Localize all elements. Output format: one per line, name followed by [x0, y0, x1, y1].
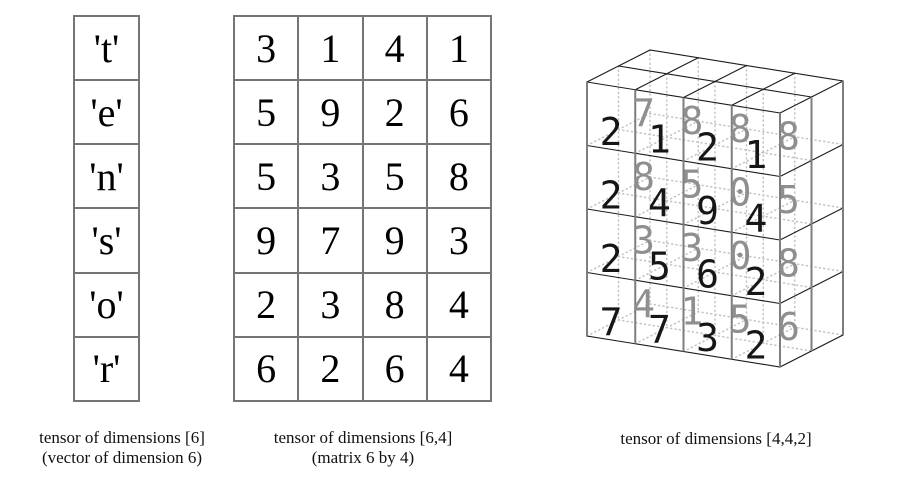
tensor-front-digit: 2: [599, 109, 623, 154]
tensor-front-digit: 7: [599, 300, 623, 345]
vector-cell: 's': [74, 208, 139, 272]
tensor-back-digit: 8: [728, 106, 752, 151]
tensor-back-digit: 5: [776, 178, 800, 223]
tensor-back-digit: 4: [632, 281, 656, 326]
tensor3d-caption: [566, 429, 866, 449]
tensor-back-digit: 7: [632, 91, 656, 136]
tensor-back-digit: 5: [728, 297, 752, 342]
tensor-front-digit: 5: [647, 244, 671, 289]
vector-cell: 'n': [74, 144, 139, 208]
tensor-back-digit: 8: [776, 241, 800, 286]
vector-cell: 'r': [74, 337, 139, 401]
tensor-back-digit: 6: [776, 305, 800, 350]
matrix-cell: 6: [234, 337, 298, 401]
tensor-front-digit: 2: [599, 173, 623, 218]
tensor-back-digit: 3: [632, 218, 656, 263]
matrix-cell: 7: [298, 208, 362, 272]
tensor-front-digit: 9: [696, 188, 720, 233]
vector-caption-line2: (vector of dimension 6): [41, 447, 203, 467]
tensor-back-digit: 8: [632, 154, 656, 199]
tensor-back-digit: 0: [728, 233, 752, 278]
tensor-front-digit: 2: [696, 125, 720, 170]
matrix-caption-line2: (matrix 6 by 4): [311, 447, 415, 467]
tensor-front-digit: 6: [696, 252, 720, 297]
matrix-cell: 5: [234, 144, 298, 208]
matrix-cell: 4: [363, 16, 427, 80]
vector-cell: 't': [74, 16, 139, 80]
matrix-cell: 3: [298, 144, 362, 208]
matrix-cell: 8: [427, 144, 491, 208]
tensor-front-digit: 7: [647, 308, 671, 353]
tensor-back-digit: 8: [680, 99, 704, 144]
tensor-front-digit: 2: [599, 236, 623, 281]
tensor3d-caption-line1: tensor of dimensions [4,4,2]: [620, 429, 812, 448]
matrix-cell: 2: [298, 337, 362, 401]
matrix-cell: 9: [363, 208, 427, 272]
vector-caption-line1: tensor of dimensions [6]: [39, 428, 205, 447]
vector-cell: 'e': [74, 80, 139, 144]
tensor-back-digit: 8: [776, 114, 800, 159]
tensor-front-digit: 1: [647, 117, 671, 162]
tensor-back-digit: 3: [680, 226, 704, 271]
tensor-back-digit: 1: [680, 289, 704, 334]
tensor-front-digit: 4: [744, 196, 768, 241]
matrix-caption: [243, 428, 483, 467]
matrix-cell: 3: [298, 273, 362, 337]
tensor-front-digit: 4: [647, 181, 671, 226]
matrix-cell: 3: [234, 16, 298, 80]
matrix-cell: 2: [363, 80, 427, 144]
matrix-cell: 1: [427, 16, 491, 80]
matrix-cell: 6: [363, 337, 427, 401]
tensor-front-digit: 2: [744, 323, 768, 368]
matrix-cell: 5: [363, 144, 427, 208]
matrix-cell: 8: [363, 273, 427, 337]
vector-cell: 'o': [74, 273, 139, 337]
tensor-front-digit: 2: [744, 260, 768, 305]
matrix-cell: 5: [234, 80, 298, 144]
matrix-cell: 2: [234, 273, 298, 337]
matrix-cell: 1: [298, 16, 362, 80]
matrix-cell: 6: [427, 80, 491, 144]
matrix-caption-line1: tensor of dimensions [6,4]: [273, 428, 453, 447]
vector-caption: [0, 428, 244, 467]
tensor-front-digit: 3: [696, 315, 720, 360]
matrix-cell: 4: [427, 337, 491, 401]
matrix-cell: 4: [427, 273, 491, 337]
matrix-cell: 9: [234, 208, 298, 272]
tensor-front-digit: 1: [744, 133, 768, 178]
matrix-cell: 9: [298, 80, 362, 144]
tensor-back-digit: 0: [728, 170, 752, 215]
matrix-cell: 3: [427, 208, 491, 272]
tensor-back-digit: 5: [680, 162, 704, 207]
